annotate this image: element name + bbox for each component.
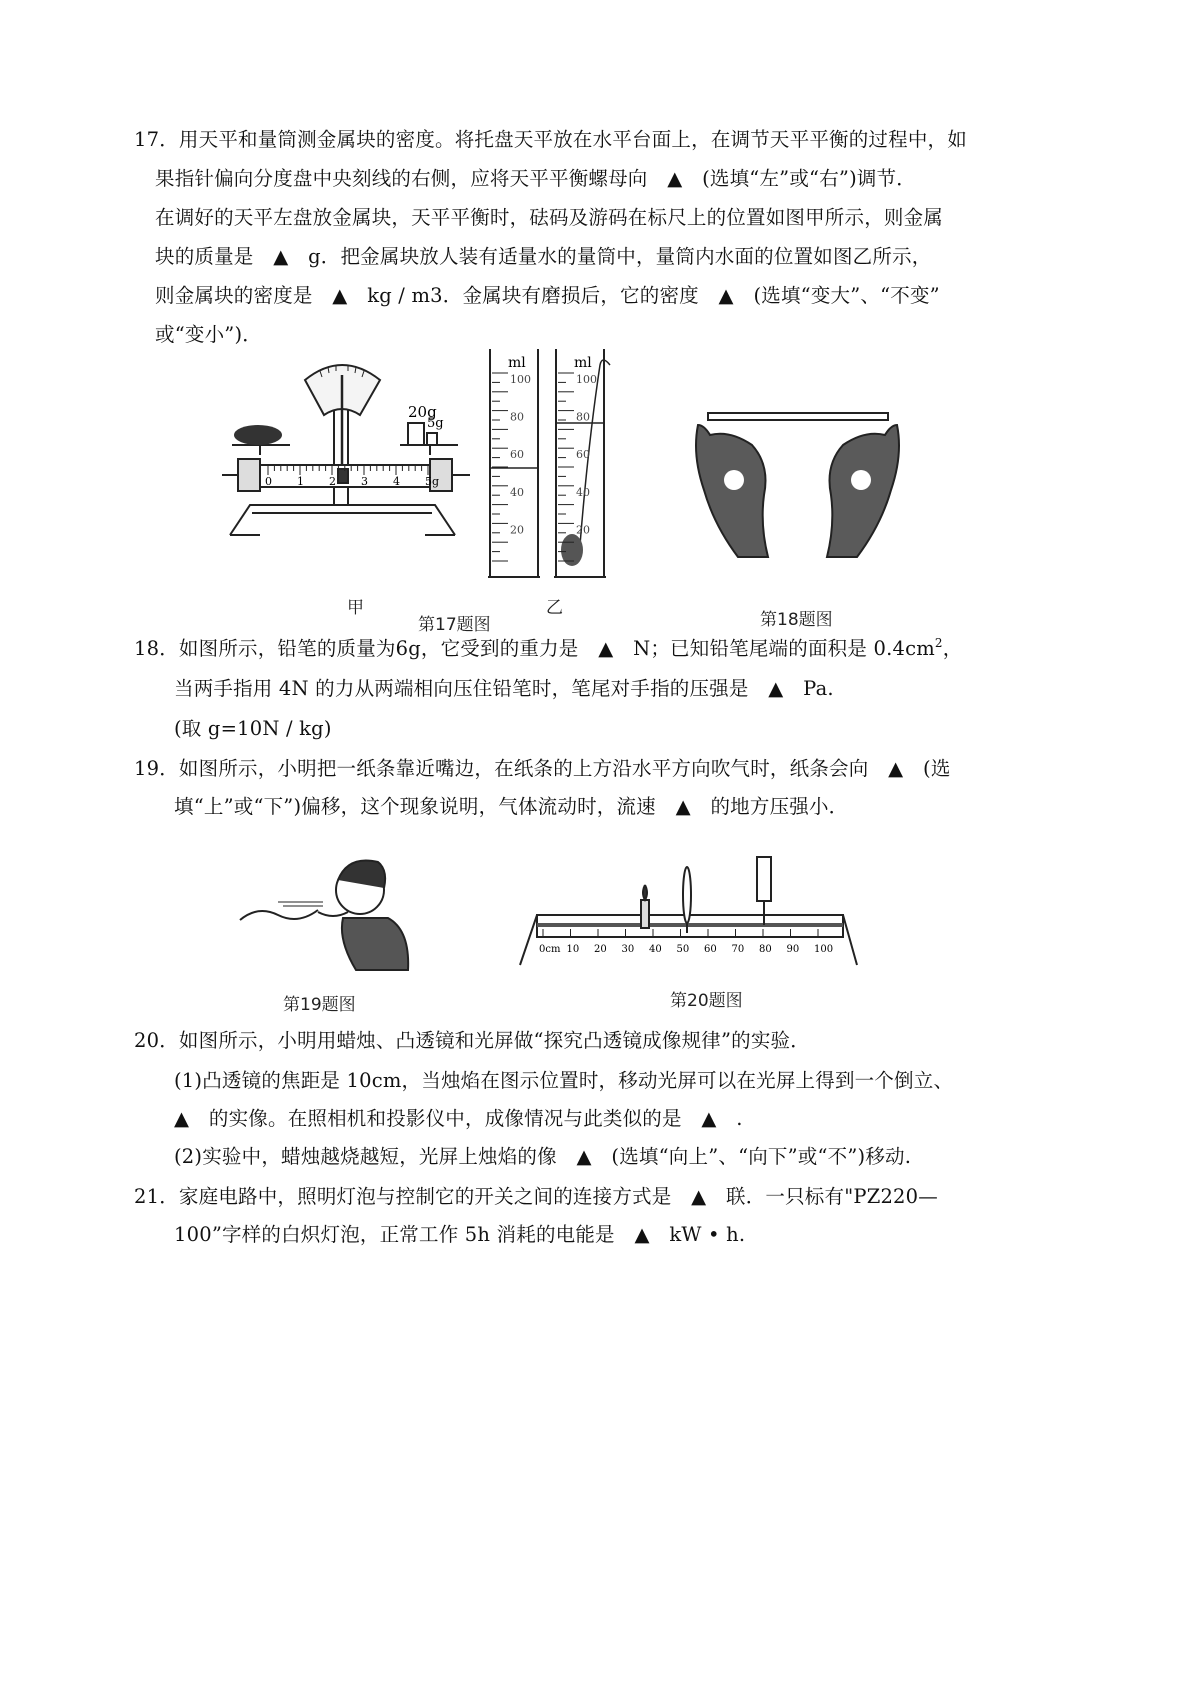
q18-line-1 <box>134 636 962 662</box>
weight-label-20g: 20g <box>408 403 437 421</box>
boy-blowing-figure <box>238 850 413 975</box>
fig17-caption: 第17题图 <box>418 615 491 635</box>
q20-line-4: (2)实验中，蜡烛越烧越短，光屏上烛焰的像 ▲ (选填“向上”、“向下”或“不”)移动. <box>174 1145 912 1168</box>
bench-tick-label: 80 <box>759 944 772 955</box>
left-hand-shape <box>696 425 768 557</box>
fig20-caption: 第20题图 <box>670 991 743 1011</box>
bench-tick-label: 20 <box>594 944 607 955</box>
scale-tick-label: 0 <box>265 475 272 488</box>
cylinder-tick-label: 40 <box>576 485 590 499</box>
scale-tick-label: 1 <box>297 475 304 488</box>
pencil-shape <box>708 413 888 420</box>
cylinder-tick-label: 100 <box>510 373 531 386</box>
cylinder-tick-label: 60 <box>576 448 590 462</box>
weight-5g-shape <box>427 433 437 445</box>
q18-line-1-text: 18．如图所示，铅笔的质量为6g，它受到的重力是 ▲ N；已知铅笔尾端的面积是 0.4cm <box>134 637 935 660</box>
bench-tick-label: 30 <box>621 944 635 955</box>
q21-line-1: 21．家庭电路中，照明灯泡与控制它的开关之间的连接方式是 ▲ 联．一只标有"PZ220— <box>134 1185 938 1208</box>
graduated-cylinders-figure <box>488 345 618 580</box>
q19-line-1: 19．如图所示，小明把一纸条靠近嘴边，在纸条的上方沿水平方向吹气时，纸条会向 ▲ (选 <box>134 757 951 780</box>
q20-line-3: ▲ 的实像。在照相机和投影仪中，成像情况与此类似的是 ▲ . <box>174 1107 743 1130</box>
balance-figure <box>220 355 480 540</box>
cylinder-tick-label: 60 <box>510 448 524 462</box>
hands-pencil-figure <box>690 395 905 565</box>
q17-line-3: 在调好的天平左盘放金属块，天平平衡时，砝码及游码在标尺上的位置如图甲所示，则金属 <box>155 206 944 229</box>
q20-line-1: 20．如图所示，小明用蜡烛、凸透镜和光屏做“探究凸透镜成像规律”的实验． <box>134 1029 810 1052</box>
bench-tick-label: 100 <box>814 944 834 955</box>
bench-tick-label: 60 <box>704 944 717 955</box>
fig18-caption: 第18题图 <box>760 610 833 630</box>
cylinder-tick-label: 80 <box>576 410 590 424</box>
bench-tick-label: 70 <box>731 944 745 955</box>
q18-line-1-end: ， <box>942 637 963 660</box>
q17-line-5: 则金属块的密度是 ▲ kg / m3．金属块有磨损后，它的密度 ▲ (选填“变大”、“不变” <box>155 284 940 307</box>
q20-line-2: (1)凸透镜的焦距是 10cm，当烛焰在图示位置时，移动光屏可以在光屏上得到一个倒立、 <box>174 1069 954 1092</box>
paper-strip-shape <box>240 910 318 920</box>
optical-bench-figure <box>515 855 860 970</box>
right-hand-shape <box>827 425 899 557</box>
cylinder-tick-label: 40 <box>510 485 524 499</box>
q17-line-4: 块的质量是 ▲ g．把金属块放人装有适量水的量筒中，量筒内水面的位置如图乙所示， <box>155 245 932 268</box>
q18-line-2: 当两手指用 4N 的力从两端相向压住铅笔时，笔尾对手指的压强是 ▲ Pa. <box>174 677 834 700</box>
cyl1-unit: ml <box>508 355 526 371</box>
metal-block-shape <box>234 425 282 445</box>
weight-label-5g: 5g <box>427 416 444 431</box>
bench-tick-label: 90 <box>786 944 800 955</box>
fig17-label-jia: 甲 <box>347 598 364 618</box>
bench-tick-label: 40 <box>649 944 662 955</box>
weight-20g-shape <box>408 423 424 445</box>
cylinder-tick-label: 80 <box>510 410 524 424</box>
q17-line-1: 17．用天平和量筒测金属块的密度。将托盘天平放在水平台面上，在调节天平平衡的过程中，如 <box>134 128 967 151</box>
bench-tick-label: 0cm <box>539 944 561 955</box>
scale-tick-label: 5g <box>425 475 440 488</box>
q18-line-3: (取 g=10N / kg) <box>174 717 332 740</box>
candle-shape <box>641 900 649 928</box>
cylinder-tick-label: 100 <box>576 373 597 386</box>
bench-tick-label: 10 <box>566 944 580 955</box>
bench-tick-label: 50 <box>676 944 690 955</box>
scale-tick-label: 3 <box>361 475 368 488</box>
q21-line-2: 100”字样的白炽灯泡，正常工作 5h 消耗的电能是 ▲ kW • h. <box>174 1223 746 1246</box>
cyl2-unit: ml <box>574 355 592 371</box>
convex-lens-shape <box>683 867 691 923</box>
cylinder-tick-label: 20 <box>510 523 524 537</box>
light-screen-shape <box>757 857 771 901</box>
q19-line-2: 填“上”或“下”)偏移，这个现象说明，气体流动时，流速 ▲ 的地方压强小． <box>174 795 849 818</box>
scale-tick-label: 2 <box>329 475 336 488</box>
q18-superscript: 2 <box>934 636 943 650</box>
fig19-caption: 第19题图 <box>283 995 356 1015</box>
cylinder-tick-label: 20 <box>576 523 590 537</box>
q17-line-2: 果指针偏向分度盘中央刻线的右侧，应将天平平衡螺母向 ▲ (选填“左”或“右”)调节． <box>155 167 916 190</box>
fig17-label-yi: 乙 <box>546 598 563 618</box>
q17-line-6: 或“变小”)． <box>155 323 262 346</box>
scale-tick-label: 4 <box>393 475 400 488</box>
